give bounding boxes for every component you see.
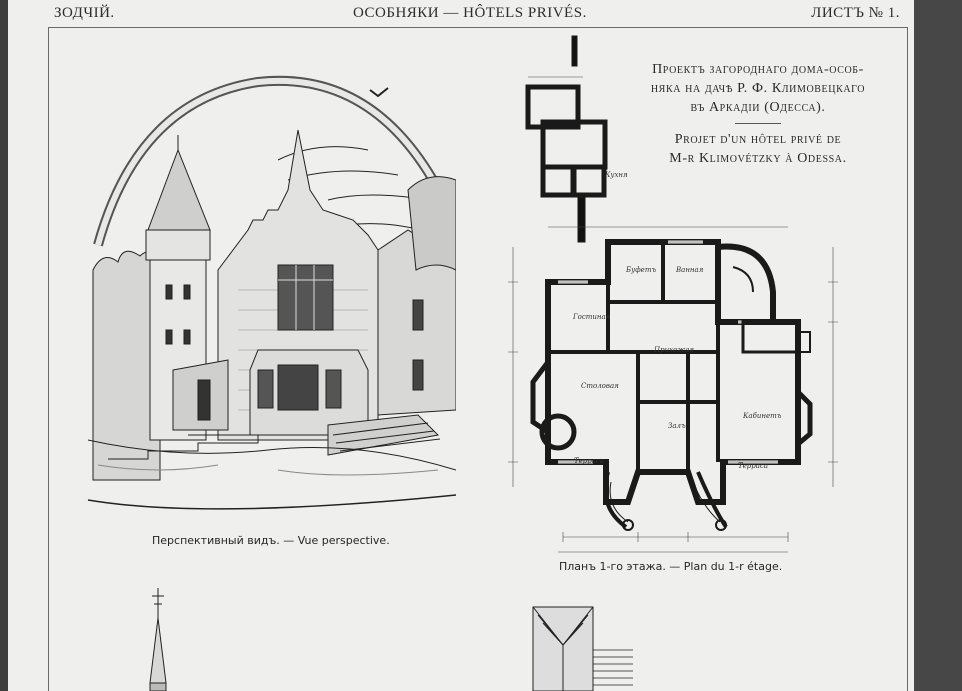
- title-fr-line-2: M-r Klimovétzky à Odessa.: [669, 151, 847, 166]
- viewer-left-edge: [0, 0, 8, 691]
- room-label-terrace-right: Терраса: [738, 462, 769, 470]
- viewer-right-gutter: [914, 0, 962, 691]
- spire-drawing-partial: [138, 588, 178, 691]
- plan-caption: Планъ 1-го этажа. — Plan du 1-r étage.: [559, 560, 783, 573]
- roof-drawing-partial: [528, 605, 638, 691]
- room-label-bathroom: Ванная: [676, 266, 704, 274]
- header-section-title: ОСОБНЯКИ — HÔTELS PRIVÉS.: [353, 5, 587, 21]
- title-ru-line-1: Проектъ загороднаго дома-особ-: [652, 62, 864, 77]
- room-label-dining-room: Столовая: [581, 382, 619, 390]
- title-ru-line-2: няка на дачѣ Р. Ф. Климовецкаго: [650, 81, 866, 96]
- header-journal-name: ЗОДЧІЙ.: [54, 5, 115, 21]
- room-label-hall: Прихожая: [654, 346, 695, 354]
- room-label-living-room: Гостиная: [573, 313, 611, 321]
- title-ru-line-3: въ Аркадіи (Одесса).: [690, 100, 826, 115]
- room-label-buffet: Буфетъ: [626, 266, 657, 274]
- perspective-caption: Перспективный видъ. — Vue perspective.: [152, 534, 390, 547]
- room-label-terrace-left: Терраса: [574, 457, 605, 465]
- document-page: [8, 0, 914, 691]
- room-label-salon: Залъ: [668, 422, 686, 430]
- room-label-study: Кабинетъ: [743, 412, 782, 420]
- title-fr-line-1: Projet d'un hôtel privé de: [674, 132, 842, 147]
- header-sheet-number: ЛИСТЪ № 1.: [811, 5, 900, 21]
- room-label-kitchen: Кухня: [605, 171, 628, 179]
- floor-plan-drawing: [488, 32, 848, 557]
- perspective-illustration: [78, 70, 456, 528]
